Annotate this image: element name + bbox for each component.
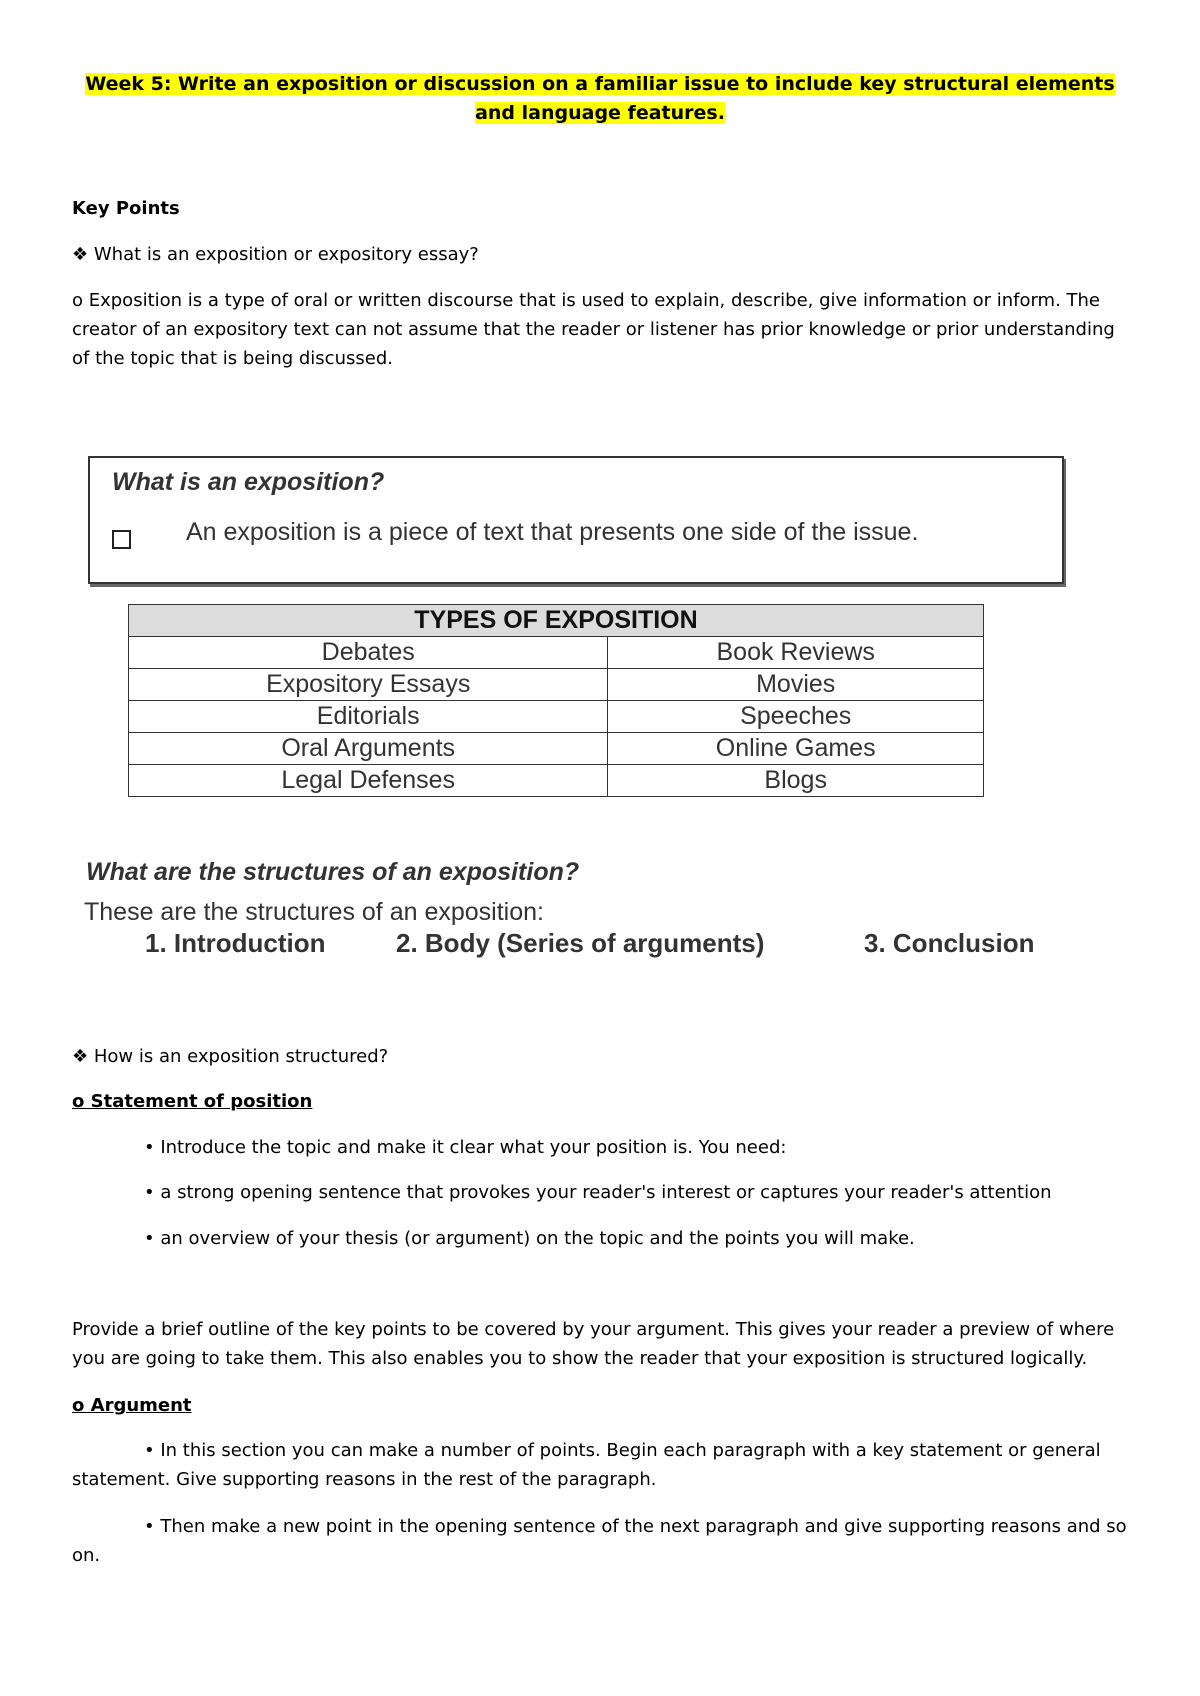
table-cell: Oral Arguments xyxy=(129,733,608,765)
table-cell: Expository Essays xyxy=(129,669,608,701)
argument-bullet: • In this section you can make a number of points. Begin each paragraph with a key statement or general statement. Give supporting reasons in the rest of the paragraph. xyxy=(72,1440,1101,1490)
outline-paragraph: Provide a brief outline of the key points to be covered by your argument. This gives your reader a preview of where you are going to take them. This also enables you to show the reader that your exposition is structured logically. xyxy=(72,1319,1115,1369)
table-header: TYPES OF EXPOSITION xyxy=(129,605,984,637)
table-cell: Blogs xyxy=(608,765,984,797)
box-answer: An exposition is a piece of text that presents one side of the issue. xyxy=(186,518,919,546)
types-of-exposition-table xyxy=(128,604,984,797)
question-what-is-exposition: ❖ What is an exposition or expository essay? xyxy=(72,244,479,265)
title-text: Week 5: Write an exposition or discussion on a familiar issue to include key structural elements and language features. xyxy=(85,73,1115,124)
table-row xyxy=(129,669,984,701)
argument-heading: o Argument xyxy=(72,1395,192,1416)
table-cell: Movies xyxy=(608,669,984,701)
statement-bullet: • a strong opening sentence that provokes your reader's interest or captures your reader's attention xyxy=(144,1182,1052,1203)
key-points-heading: Key Points xyxy=(72,198,180,219)
exposition-definition-box xyxy=(88,456,1064,584)
question-how-structured: ❖ How is an exposition structured? xyxy=(72,1046,389,1067)
structures-subheading: These are the structures of an exposition: xyxy=(84,898,544,926)
table-cell: Editorials xyxy=(129,701,608,733)
table-cell: Legal Defenses xyxy=(129,765,608,797)
table-cell: Speeches xyxy=(608,701,984,733)
structure-conclusion: 3. Conclusion xyxy=(864,928,1035,958)
definition-paragraph: o Exposition is a type of oral or written discourse that is used to explain, describe, give information or inform. The creator of an expository text can not assume that the reader or listener has prior knowledge or prior understanding of the topic that is being discussed. xyxy=(72,290,1115,369)
table-row xyxy=(129,733,984,765)
box-question: What is an exposition? xyxy=(112,468,385,496)
table-cell: Online Games xyxy=(608,733,984,765)
checkbox-bullet-icon xyxy=(112,530,131,549)
statement-bullet: • Introduce the topic and make it clear what your position is. You need: xyxy=(144,1137,787,1158)
argument-bullet: • Then make a new point in the opening sentence of the next paragraph and give supporting reasons and so on. xyxy=(72,1516,1127,1566)
table-cell: Book Reviews xyxy=(608,637,984,669)
table-row xyxy=(129,637,984,669)
table-cell: Debates xyxy=(129,637,608,669)
page-title xyxy=(72,70,1128,128)
structure-introduction: 1. Introduction xyxy=(145,928,326,958)
table-row xyxy=(129,701,984,733)
statement-bullet: • an overview of your thesis (or argument) on the topic and the points you will make. xyxy=(144,1228,915,1249)
table-row xyxy=(129,765,984,797)
statement-of-position-heading: o Statement of position xyxy=(72,1091,313,1112)
structure-body: 2. Body (Series of arguments) xyxy=(396,928,765,958)
structures-heading: What are the structures of an exposition? xyxy=(86,858,580,886)
